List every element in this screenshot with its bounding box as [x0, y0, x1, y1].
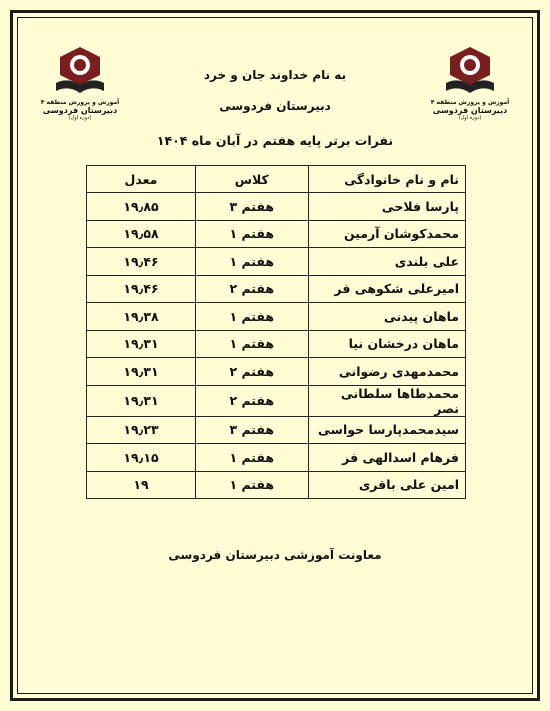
class-cell: هفتم ۱ [195, 220, 308, 248]
class-cell: هفتم ۳ [195, 193, 308, 221]
page-title: نفرات برتر پایه هفتم در آبان ماه ۱۴۰۴ [156, 133, 394, 148]
table-row [87, 330, 466, 358]
top-students-table [86, 165, 466, 499]
class-cell: هفتم ۱ [195, 330, 308, 358]
logo-region-text: آموزش و پرورش منطقه ۴ [40, 99, 120, 106]
school-logo-right [430, 45, 510, 135]
average-cell: ۱۹٫۳۱ [87, 385, 196, 416]
student-name-cell: محمدطاها سلطانی نصر [308, 385, 465, 416]
table-row [87, 444, 466, 472]
table-row [87, 275, 466, 303]
school-logo-left [40, 45, 120, 135]
average-cell: ۱۹٫۴۶ [87, 275, 196, 303]
student-name-cell: محمدکوشان آرمین [308, 220, 465, 248]
average-cell: ۱۹٫۱۵ [87, 444, 196, 472]
average-cell: ۱۹٫۴۶ [87, 248, 196, 276]
signature-text: معاونت آموزشی دبیرستان فردوسی [168, 548, 382, 562]
student-name-cell: امین علی باقری [308, 471, 465, 499]
table-row [87, 471, 466, 499]
class-cell: هفتم ۲ [195, 385, 308, 416]
column-header-name: نام و نام خانوادگی [308, 166, 465, 193]
table-row [87, 385, 466, 416]
average-cell: ۱۹٫۳۱ [87, 358, 196, 386]
student-name-cell: سیدمحمدپارسا حواسی [308, 416, 465, 444]
logo-level-text: (دوره اول) [68, 115, 92, 121]
logo-level-text: (دوره اول) [458, 115, 482, 121]
student-name-cell: ماهان پیدنی [308, 303, 465, 331]
average-cell: ۱۹٫۳۸ [87, 303, 196, 331]
table-header-row [87, 166, 466, 193]
average-cell: ۱۹٫۸۵ [87, 193, 196, 221]
logo-school-text: دبیرستان فردوسی [42, 106, 118, 115]
table-row [87, 416, 466, 444]
class-cell: هفتم ۱ [195, 471, 308, 499]
student-name-cell: ماهان درخشان نیا [308, 330, 465, 358]
class-cell: هفتم ۲ [195, 275, 308, 303]
class-cell: هفتم ۱ [195, 444, 308, 472]
logo-school-text: دبیرستان فردوسی [432, 106, 508, 115]
table-row [87, 193, 466, 221]
student-name-cell: پارسا فلاحی [308, 193, 465, 221]
class-cell: هفتم ۳ [195, 416, 308, 444]
student-name-cell: محمدمهدی رضوانی [308, 358, 465, 386]
table-row [87, 303, 466, 331]
class-cell: هفتم ۱ [195, 303, 308, 331]
student-name-cell: امیرعلی شکوهی فر [308, 275, 465, 303]
average-cell: ۱۹٫۵۸ [87, 220, 196, 248]
class-cell: هفتم ۱ [195, 248, 308, 276]
table-row [87, 248, 466, 276]
school-name-heading: دبیرستان فردوسی [219, 99, 331, 113]
column-header-class: کلاس [195, 166, 308, 193]
average-cell: ۱۹٫۳۱ [87, 330, 196, 358]
student-name-cell: علی بلندی [308, 248, 465, 276]
column-header-average: معدل [87, 166, 196, 193]
class-cell: هفتم ۲ [195, 358, 308, 386]
average-cell: ۱۹٫۲۳ [87, 416, 196, 444]
table-row [87, 358, 466, 386]
table-row [87, 220, 466, 248]
logo-region-text: آموزش و پرورش منطقه ۴ [430, 99, 510, 106]
student-name-cell: فرهام اسدالهی فر [308, 444, 465, 472]
average-cell: ۱۹ [87, 471, 196, 499]
invocation-heading: به نام خداوند جان و خرد [203, 68, 347, 82]
